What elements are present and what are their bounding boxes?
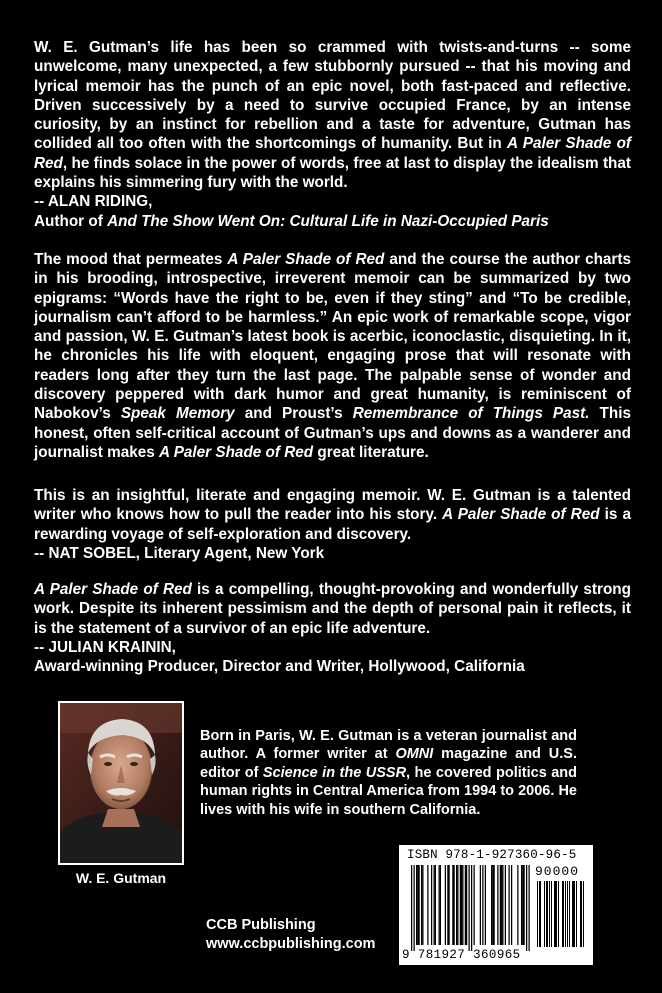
barcode-bar bbox=[422, 865, 423, 945]
addon-bar bbox=[562, 881, 563, 947]
barcode-bar bbox=[461, 865, 462, 945]
barcode-bar bbox=[421, 865, 422, 945]
publisher-block bbox=[206, 916, 375, 954]
barcode-bar bbox=[411, 865, 412, 951]
review-attribution bbox=[34, 544, 631, 563]
addon-bar bbox=[580, 881, 581, 947]
addon-bar bbox=[572, 881, 573, 947]
text-run: is a rewarding voyage of self-exploration and discovery. bbox=[34, 506, 631, 543]
barcode-bar bbox=[497, 865, 498, 945]
addon-bar bbox=[573, 881, 574, 947]
text-run: Born in Paris, W. E. Gutman is a veteran journalist and author. A former writer at bbox=[200, 728, 577, 763]
review-attribution bbox=[34, 192, 631, 211]
text-run: and the course the author charts in his brooding, introspective, irreverent memoir can be summarized by two epigrams: “Words have the right to be, even if they sting” and “To be credible, journalism can’t afford to be harmless.” An epic work of remarkable scope, vigor and passion, W. E. Gutman’s latest book is acerbic, iconoclastic, disquieting. In it, he chronicles his life with eloquent, engaging prose that will resonate with readers long after they turn the last page. The palpable sense of wonder and discovery peppered with dark humor and great humanity, is reminiscent of Nabokov’s bbox=[34, 251, 631, 423]
ean13-bars bbox=[411, 865, 531, 951]
publisher-url: www.ccbpublishing.com bbox=[206, 936, 376, 952]
barcode-bar bbox=[471, 865, 472, 951]
review-attribution bbox=[34, 638, 631, 657]
barcode-bar bbox=[469, 865, 470, 951]
text-run: The mood that permeates bbox=[34, 251, 228, 268]
barcode-bar bbox=[440, 865, 441, 945]
addon-bar bbox=[581, 881, 582, 947]
barcode-bar bbox=[466, 865, 467, 945]
barcode-bar bbox=[529, 865, 530, 951]
barcode-bar bbox=[526, 865, 527, 951]
barcode-bar bbox=[511, 865, 512, 945]
addon-bar bbox=[576, 881, 577, 947]
review-summary bbox=[34, 250, 631, 462]
isbn-label: ISBN 978-1-927360-96-5 bbox=[407, 848, 577, 862]
addon-bar bbox=[544, 881, 545, 947]
italic-text: A Paler Shade of Red bbox=[34, 135, 632, 172]
addon-bars bbox=[537, 881, 587, 947]
review-krainin bbox=[34, 580, 631, 676]
author-photo-caption: W. E. Gutman bbox=[75, 870, 167, 886]
author-portrait-image bbox=[60, 703, 182, 863]
barcode-bar bbox=[524, 865, 525, 945]
barcode-bar bbox=[456, 865, 457, 945]
addon-bar bbox=[539, 881, 540, 947]
review-riding bbox=[34, 38, 631, 231]
barcode-bar bbox=[522, 865, 523, 945]
author-bio bbox=[200, 727, 577, 819]
barcode-bar bbox=[439, 865, 440, 945]
text-run: -- JULIAN KRAININ, bbox=[34, 638, 176, 656]
barcode-bar bbox=[521, 865, 522, 945]
barcode-bar bbox=[494, 865, 495, 945]
barcode-bar bbox=[452, 865, 453, 945]
barcode-bar bbox=[416, 865, 417, 945]
italic-text: A Paler Shade of Red bbox=[158, 443, 314, 461]
barcode-bar bbox=[449, 865, 450, 945]
text-run: Award-winning Producer, Director and Writer, Hollywood, California bbox=[34, 658, 525, 676]
addon-bar bbox=[547, 881, 548, 947]
italic-text: Remembrance of Things Past. bbox=[352, 405, 590, 423]
barcode-bar bbox=[502, 865, 503, 945]
addon-bar bbox=[563, 881, 564, 947]
addon-bar bbox=[569, 881, 570, 947]
barcode-bar bbox=[465, 865, 466, 945]
italic-text: Science in the USSR bbox=[262, 764, 407, 781]
italic-text: A Paler Shade of Red bbox=[34, 581, 192, 598]
addon-bar bbox=[555, 881, 556, 947]
addon-bar bbox=[574, 881, 575, 947]
barcode-bar bbox=[457, 865, 458, 945]
barcode-bar bbox=[414, 865, 415, 951]
text-run: Author of bbox=[34, 212, 108, 230]
barcode-bar bbox=[501, 865, 502, 945]
addon-bar bbox=[567, 881, 568, 947]
barcode-bar bbox=[419, 865, 420, 945]
italic-text: And The Show Went On: Cultural Life in Nazi-Occupied Paris bbox=[107, 212, 549, 230]
barcode-bar bbox=[431, 865, 432, 945]
text-run: magazine and U.S. editor of bbox=[200, 746, 577, 781]
addon-bar bbox=[537, 881, 538, 947]
barcode-bar bbox=[485, 865, 486, 945]
text-run: and Proust’s bbox=[234, 405, 353, 423]
addon-bar bbox=[540, 881, 541, 947]
addon-bar bbox=[558, 881, 559, 947]
barcode-bar bbox=[505, 865, 506, 945]
addon-bar bbox=[554, 881, 555, 947]
barcode-bar bbox=[435, 865, 436, 945]
barcode-bar bbox=[491, 865, 492, 945]
author-photo bbox=[58, 701, 184, 865]
review-attribution bbox=[34, 212, 631, 231]
barcode-bar bbox=[454, 865, 455, 945]
text-run: -- ALAN RIDING, bbox=[34, 193, 153, 211]
addon-bar bbox=[549, 881, 550, 947]
barcode-bar bbox=[417, 865, 418, 945]
barcode-bar bbox=[447, 865, 448, 945]
italic-text: Speak Memory bbox=[120, 405, 235, 423]
barcode-bar bbox=[509, 865, 510, 945]
barcode-digits: 9 781927 360965 bbox=[402, 948, 521, 962]
text-run: This honest, often self-critical account of Gutman’s ups and downs as a wanderer and journalist makes bbox=[34, 405, 631, 461]
barcode-bar bbox=[445, 865, 446, 945]
barcode-bar bbox=[500, 865, 501, 945]
addon-bar bbox=[565, 881, 566, 947]
italic-text: OMNI bbox=[395, 746, 434, 763]
barcode-bar bbox=[482, 865, 483, 945]
review-body bbox=[34, 39, 631, 191]
italic-text: A Paler Shade of Red bbox=[227, 251, 385, 268]
text-run: , he covered politics and human rights in Central America from 1994 to 2006. He lives with his wife in southern California. bbox=[200, 764, 578, 818]
text-run: great literature. bbox=[313, 443, 429, 461]
review-sobel bbox=[34, 486, 631, 563]
barcode-bar bbox=[460, 865, 461, 945]
review-body bbox=[34, 487, 631, 543]
barcode-bar bbox=[474, 865, 475, 945]
price-code: 90000 bbox=[535, 864, 580, 879]
barcode-bar bbox=[462, 865, 463, 945]
barcode-bar bbox=[492, 865, 493, 945]
barcode-bar bbox=[517, 865, 518, 945]
italic-text: A Paler Shade of Red bbox=[442, 506, 600, 524]
text-run: -- NAT SOBEL, Literary Agent, New York bbox=[34, 544, 325, 562]
barcode-bar bbox=[434, 865, 435, 945]
addon-bar bbox=[556, 881, 557, 947]
barcode-bar bbox=[480, 865, 481, 945]
addon-bar bbox=[583, 881, 584, 947]
review-body bbox=[34, 251, 631, 461]
text-run: W. E. Gutman’s life has been so crammed with twists-and-turns -- some unwelcome, many unexpected, a few stubbornly pursued -- that his moving and lyrical memoir has the punch of an epic novel, both fast-paced and reflective. Driven successively by a need to survive occupied France, by an intense curiosity, by an instinct for rebellion and a taste for adventure, Gutman has collided all too often with the shortcomings of humanity. But in bbox=[34, 39, 631, 153]
isbn-barcode bbox=[399, 845, 593, 965]
addon-bar bbox=[551, 881, 552, 947]
review-body bbox=[34, 581, 631, 637]
addon-bar bbox=[546, 881, 547, 947]
text-run: is a compelling, thought-provoking and wonderfully strong work. Despite its inherent pessimism and the depth of personal pain it reflects, it is the statement of a survivor of an epic life adventure. bbox=[34, 581, 631, 637]
barcode-bar bbox=[427, 865, 428, 945]
text-run: This is an insightful, literate and engaging memoir. W. E. Gutman is a talented writer who knows how to pull the reader into his story. bbox=[34, 487, 631, 524]
text-run: , he finds solace in the power of words, free at last to display the idealism that explains his simmering fury with the world. bbox=[34, 154, 631, 192]
publisher-name: CCB Publishing bbox=[206, 917, 316, 933]
review-attribution bbox=[34, 657, 631, 676]
